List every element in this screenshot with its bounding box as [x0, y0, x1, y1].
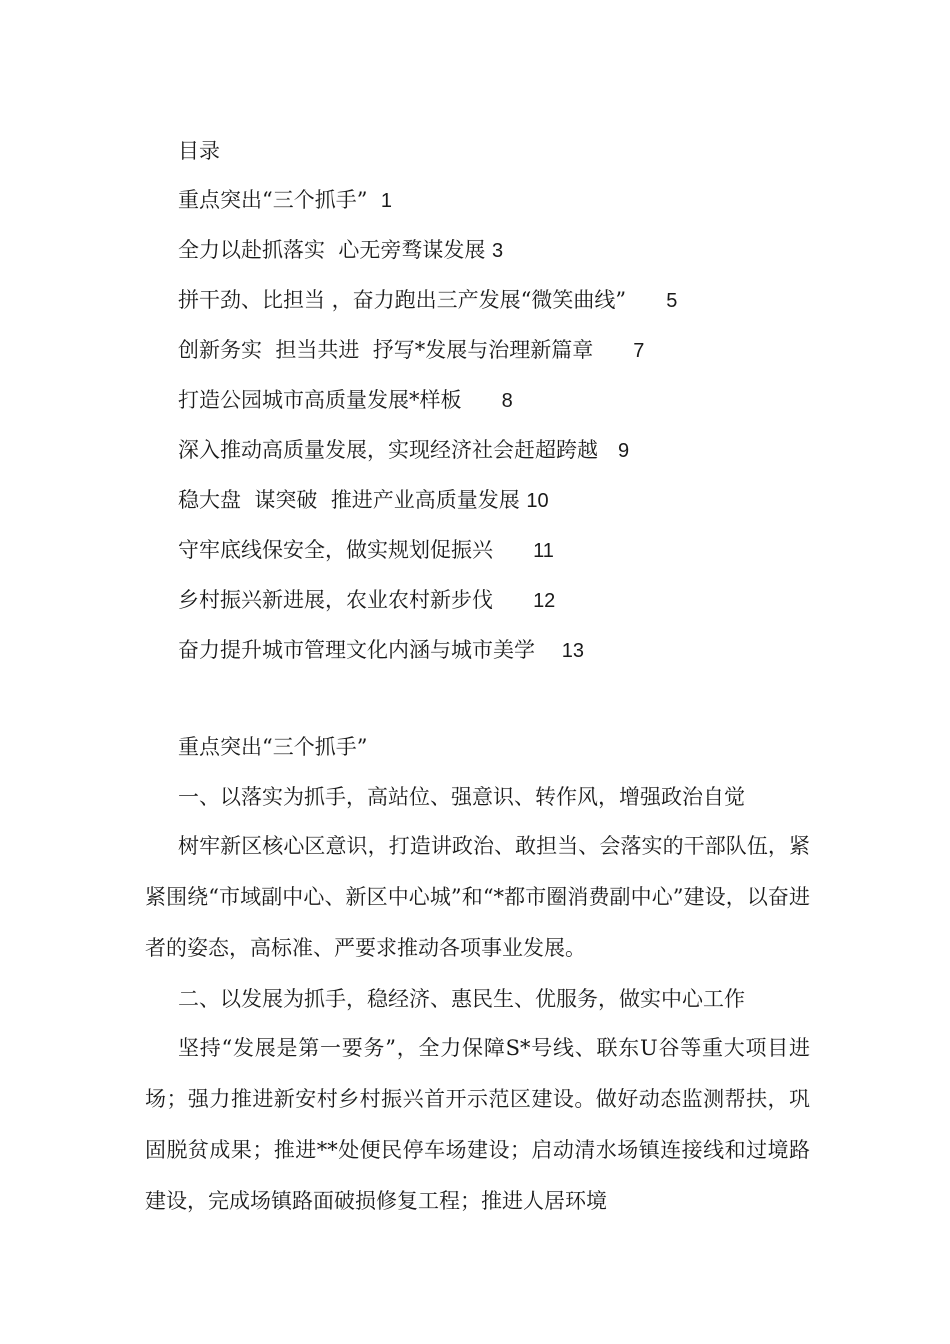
toc-item-page: 10 — [526, 490, 549, 512]
toc-item-gap — [593, 338, 633, 362]
toc-item-gap — [367, 188, 380, 212]
toc-item-text: 稳大盘 谋突破 推进产业高质量发展 — [178, 488, 520, 512]
toc-item[interactable] — [178, 585, 677, 635]
toc-item-page: 5 — [666, 290, 678, 312]
paragraph-1: 树牢新区核心区意识，打造讲政治、敢担当、会落实的干部队伍，紧紧围绕“市域副中心、新区中心城”和“*都市圈消费副中心”建设，以奋进者的姿态，高标准、严要求推动各项事业发展。 — [145, 834, 810, 960]
toc-item-page: 3 — [492, 240, 504, 262]
toc-item[interactable] — [178, 385, 677, 435]
toc-list — [178, 185, 677, 685]
toc-item-text: 乡村振兴新进展，农业农村新步伐 — [178, 588, 493, 612]
toc-item-page: 12 — [533, 590, 556, 612]
section-heading-2: 二、以发展为抓手，稳经济、惠民生、优服务，做实中心工作 — [178, 987, 745, 1011]
toc-item-gap — [493, 538, 533, 562]
toc-item[interactable] — [178, 435, 677, 485]
toc-item-gap — [598, 438, 618, 462]
toc-item[interactable] — [178, 335, 677, 385]
toc-item-text: 拼干劲、比担当 ，奋力跑出三产发展“微笑曲线” — [178, 288, 627, 312]
toc-item-text: 深入推动高质量发展，实现经济社会赶超跨越 — [178, 438, 598, 462]
toc-item-gap — [535, 638, 562, 662]
toc-item-page: 1 — [380, 190, 392, 212]
toc-item-text: 守牢底线保安全，做实规划促振兴 — [178, 538, 493, 562]
toc-item-page: 7 — [633, 340, 645, 362]
toc-item-page: 13 — [561, 640, 584, 662]
toc-item-gap — [462, 388, 502, 412]
section-heading-1: 一、以落实为抓手，高站位、强意识、转作风，增强政治自觉 — [178, 785, 745, 809]
toc-item-gap — [626, 288, 666, 312]
toc-item[interactable] — [178, 185, 677, 235]
toc-item[interactable] — [178, 285, 677, 335]
article-title: 重点突出“三个抓手” — [178, 735, 368, 759]
toc-item[interactable] — [178, 635, 677, 685]
toc-item-text: 全力以赴抓落实 心无旁骛谋发展 — [178, 238, 486, 262]
toc-title: 目录 — [178, 139, 220, 163]
toc-item-page: 11 — [533, 540, 554, 562]
toc-item-page: 8 — [501, 390, 513, 412]
toc-item-text: 重点突出“三个抓手” — [178, 188, 368, 212]
toc-item[interactable] — [178, 485, 677, 535]
toc-item-text: 打造公园城市高质量发展*样板 — [178, 388, 462, 412]
toc-item-text: 奋力提升城市管理文化内涵与城市美学 — [178, 638, 535, 662]
toc-item-gap — [493, 588, 533, 612]
toc-item[interactable] — [178, 535, 677, 585]
paragraph-2: 坚持“发展是第一要务”，全力保障S*号线、联东U谷等重大项目进场；强力推进新安村乡村振兴首开示范区建设。做好动态监测帮扶，巩固脱贫成果；推进**处便民停车场建设；启动清水场镇连接线和过境路建设，完成场镇路面破损修复工程；推进人居环境 — [145, 1036, 810, 1213]
toc-item[interactable] — [178, 235, 677, 285]
toc-item-page: 9 — [618, 440, 630, 462]
article-section — [145, 732, 810, 1237]
toc-item-text: 创新务实 担当共进 抒写*发展与治理新篇章 — [178, 338, 594, 362]
